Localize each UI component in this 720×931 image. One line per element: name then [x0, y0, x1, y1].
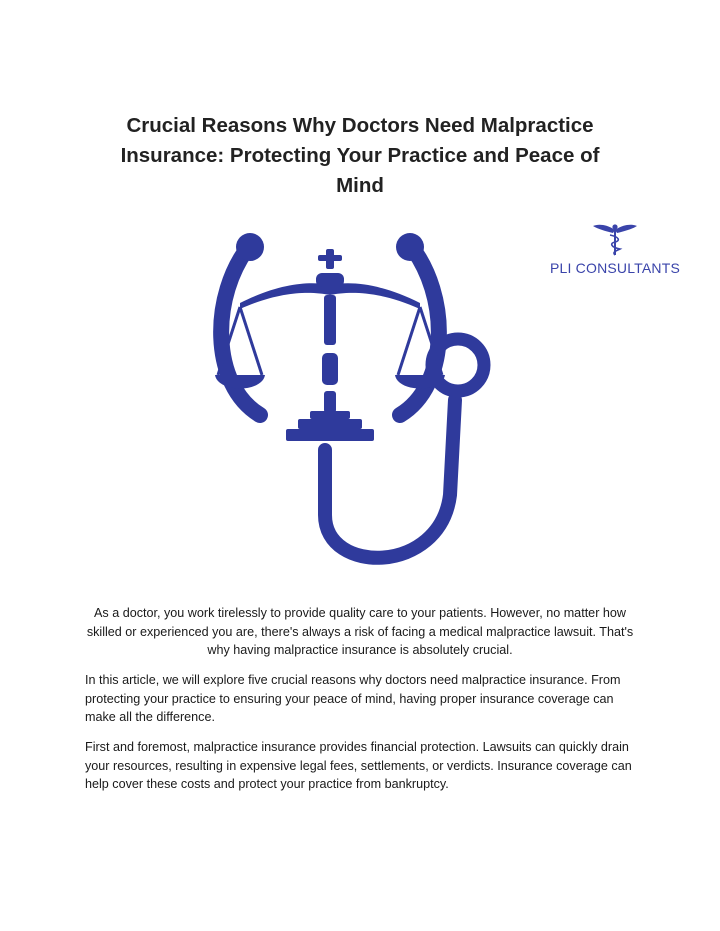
document-title: Crucial Reasons Why Doctors Need Malpractice Insurance: Protecting Your Practice and Peace of Mind [120, 113, 600, 197]
brand-name: PLI CONSULTANTS [549, 260, 681, 276]
body-paragraph-1: In this article, we will explore five crucial reasons why doctors need malpractice insurance. From protecting your practice to ensuring your peace of mind, having proper insurance coverage can make all the difference. [85, 673, 621, 724]
brand-logo [540, 222, 690, 276]
body-paragraph-2: First and foremost, malpractice insurance provides financial protection. Lawsuits can quickly drain your resources, resulting in expensive legal fees, settlements, or verdicts. Insurance coverage can help cover these costs and protect your practice from bankruptcy. [85, 740, 632, 791]
intro-paragraph: As a doctor, you work tirelessly to provide quality care to your patients. However, no matter how skilled or experienced you are, there's always a risk of facing a medical malpractice lawsuit. That's why having malpractice insurance is absolutely crucial. [86, 606, 634, 657]
caduceus-icon [592, 222, 638, 256]
